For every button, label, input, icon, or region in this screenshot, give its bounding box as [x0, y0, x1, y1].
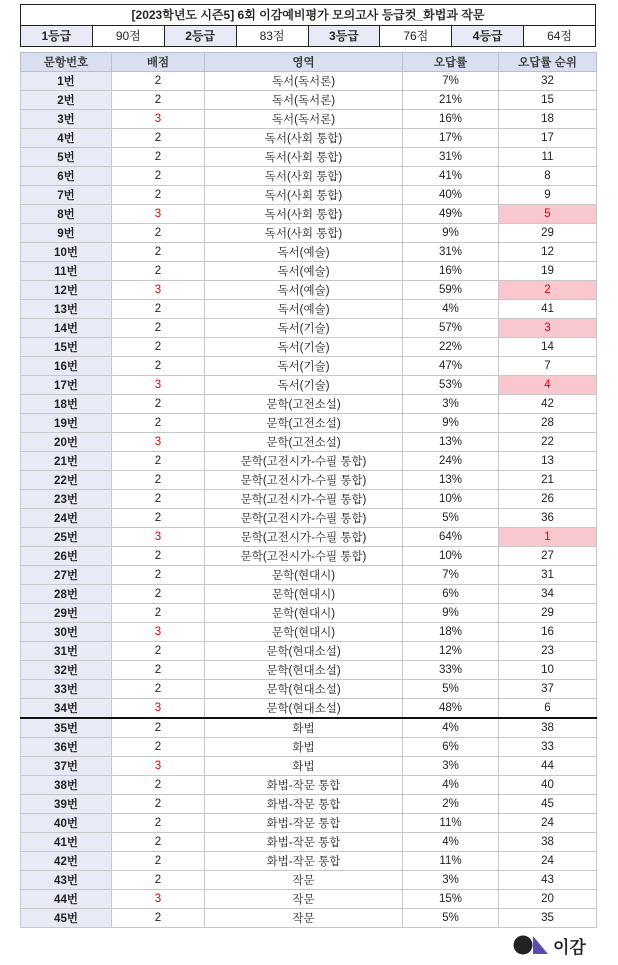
- points-cell: 2: [112, 319, 205, 338]
- wrong-rank-cell: 14: [499, 338, 597, 357]
- question-number-cell: 11번: [21, 262, 112, 281]
- table-row: [21, 452, 597, 471]
- wrong-rate-cell: 5%: [403, 909, 499, 928]
- question-number-cell: 31번: [21, 642, 112, 661]
- area-cell: 화법-작문 통합: [205, 814, 403, 833]
- wrong-rate-cell: 4%: [403, 718, 499, 738]
- question-number-cell: 41번: [21, 833, 112, 852]
- area-cell: 독서(기술): [205, 319, 403, 338]
- points-cell: 3: [112, 699, 205, 719]
- area-cell: 문학(고전시가-수필 통합): [205, 528, 403, 547]
- question-number-cell: 1번: [21, 72, 112, 91]
- table-row: [21, 167, 597, 186]
- wrong-rank-cell: 26: [499, 490, 597, 509]
- wrong-rank-cell: 34: [499, 585, 597, 604]
- points-cell: 3: [112, 623, 205, 642]
- wrong-rank-cell: 32: [499, 72, 597, 91]
- question-number-cell: 38번: [21, 776, 112, 795]
- area-cell: 작문: [205, 909, 403, 928]
- table-row: [21, 357, 597, 376]
- table-row: [21, 414, 597, 433]
- table-row: [21, 909, 597, 928]
- question-number-cell: 20번: [21, 433, 112, 452]
- points-cell: 2: [112, 72, 205, 91]
- question-number-cell: 21번: [21, 452, 112, 471]
- area-cell: 문학(현대시): [205, 585, 403, 604]
- question-number-cell: 37번: [21, 757, 112, 776]
- wrong-rank-cell: 29: [499, 604, 597, 623]
- question-number-cell: 43번: [21, 871, 112, 890]
- wrong-rank-cell: 7: [499, 357, 597, 376]
- wrong-rate-cell: 13%: [403, 433, 499, 452]
- wrong-rate-cell: 4%: [403, 300, 499, 319]
- question-number-cell: 26번: [21, 547, 112, 566]
- points-cell: 3: [112, 757, 205, 776]
- table-row: [21, 376, 597, 395]
- table-header-row: [21, 53, 597, 72]
- table-row: [21, 319, 597, 338]
- wrong-rank-cell: 24: [499, 814, 597, 833]
- page-title: [2023학년도 시즌5] 6회 이감예비평가 모의고사 등급컷_화법과 작문: [21, 5, 595, 26]
- wrong-rank-cell: 21: [499, 471, 597, 490]
- wrong-rate-cell: 7%: [403, 72, 499, 91]
- points-cell: 2: [112, 776, 205, 795]
- points-cell: 2: [112, 814, 205, 833]
- points-cell: 2: [112, 738, 205, 757]
- table-row: [21, 718, 597, 738]
- area-cell: 문학(고전시가-수필 통합): [205, 509, 403, 528]
- question-number-cell: 36번: [21, 738, 112, 757]
- wrong-rate-cell: 64%: [403, 528, 499, 547]
- wrong-rank-cell: 9: [499, 186, 597, 205]
- header-wrong-rate: 오답률: [403, 53, 499, 72]
- brand-logo: [513, 934, 586, 956]
- points-cell: 2: [112, 833, 205, 852]
- points-cell: 2: [112, 909, 205, 928]
- table-row: [21, 585, 597, 604]
- points-cell: 3: [112, 528, 205, 547]
- wrong-rate-cell: 9%: [403, 604, 499, 623]
- wrong-rank-cell: 12: [499, 243, 597, 262]
- points-cell: 3: [112, 376, 205, 395]
- wrong-rank-cell: 15: [499, 91, 597, 110]
- wrong-rate-cell: 6%: [403, 738, 499, 757]
- wrong-rank-cell: 24: [499, 852, 597, 871]
- table-row: [21, 890, 597, 909]
- table-row: [21, 757, 597, 776]
- area-cell: 화법: [205, 757, 403, 776]
- wrong-rate-cell: 3%: [403, 395, 499, 414]
- question-number-cell: 45번: [21, 909, 112, 928]
- area-cell: 문학(현대시): [205, 604, 403, 623]
- wrong-rate-cell: 53%: [403, 376, 499, 395]
- area-cell: 문학(현대소설): [205, 642, 403, 661]
- question-number-cell: 30번: [21, 623, 112, 642]
- area-cell: 화법-작문 통합: [205, 852, 403, 871]
- table-row: [21, 91, 597, 110]
- question-number-cell: 34번: [21, 699, 112, 719]
- wrong-rate-cell: 16%: [403, 110, 499, 129]
- points-cell: 2: [112, 642, 205, 661]
- question-number-cell: 28번: [21, 585, 112, 604]
- area-cell: 독서(예술): [205, 300, 403, 319]
- wrong-rank-cell: 35: [499, 909, 597, 928]
- wrong-rank-cell: 18: [499, 110, 597, 129]
- points-cell: 3: [112, 110, 205, 129]
- question-number-cell: 14번: [21, 319, 112, 338]
- question-number-cell: 6번: [21, 167, 112, 186]
- table-row: [21, 833, 597, 852]
- wrong-rank-cell: 28: [499, 414, 597, 433]
- area-cell: 독서(독서론): [205, 110, 403, 129]
- wrong-rank-cell: 17: [499, 129, 597, 148]
- table-row: [21, 814, 597, 833]
- wrong-rate-cell: 9%: [403, 414, 499, 433]
- wrong-rank-cell: 41: [499, 300, 597, 319]
- area-cell: 독서(예술): [205, 281, 403, 300]
- wrong-rank-cell: 23: [499, 642, 597, 661]
- wrong-rate-cell: 41%: [403, 167, 499, 186]
- area-cell: 문학(현대소설): [205, 680, 403, 699]
- wrong-rank-cell: 33: [499, 738, 597, 757]
- table-row: [21, 224, 597, 243]
- question-number-cell: 5번: [21, 148, 112, 167]
- area-cell: 독서(독서론): [205, 91, 403, 110]
- area-cell: 문학(고전시가-수필 통합): [205, 471, 403, 490]
- question-number-cell: 12번: [21, 281, 112, 300]
- area-cell: 문학(고전소설): [205, 395, 403, 414]
- wrong-rank-cell: 27: [499, 547, 597, 566]
- question-number-cell: 29번: [21, 604, 112, 623]
- wrong-rate-cell: 10%: [403, 547, 499, 566]
- table-row: [21, 852, 597, 871]
- area-cell: 독서(사회 통합): [205, 224, 403, 243]
- wrong-rate-cell: 21%: [403, 91, 499, 110]
- table-row: [21, 680, 597, 699]
- wrong-rate-cell: 47%: [403, 357, 499, 376]
- question-number-cell: 10번: [21, 243, 112, 262]
- wrong-rank-cell: 8: [499, 167, 597, 186]
- question-number-cell: 16번: [21, 357, 112, 376]
- wrong-rate-cell: 12%: [403, 642, 499, 661]
- wrong-rate-cell: 6%: [403, 585, 499, 604]
- question-number-cell: 3번: [21, 110, 112, 129]
- grade-cut-2: 83점: [237, 26, 309, 46]
- question-number-cell: 39번: [21, 795, 112, 814]
- table-row: [21, 281, 597, 300]
- points-cell: 2: [112, 566, 205, 585]
- area-cell: 화법: [205, 718, 403, 738]
- wrong-rate-cell: 22%: [403, 338, 499, 357]
- question-number-cell: 9번: [21, 224, 112, 243]
- points-cell: 2: [112, 718, 205, 738]
- area-cell: 문학(현대시): [205, 623, 403, 642]
- table-row: [21, 262, 597, 281]
- area-cell: 독서(예술): [205, 243, 403, 262]
- table-row: [21, 338, 597, 357]
- points-cell: 2: [112, 795, 205, 814]
- question-number-cell: 44번: [21, 890, 112, 909]
- area-cell: 문학(고전시가-수필 통합): [205, 490, 403, 509]
- wrong-rank-cell: 6: [499, 699, 597, 719]
- area-cell: 독서(기술): [205, 357, 403, 376]
- title-block: [20, 4, 596, 47]
- question-number-cell: 23번: [21, 490, 112, 509]
- wrong-rank-cell: 37: [499, 680, 597, 699]
- table-row: [21, 661, 597, 680]
- question-number-cell: 40번: [21, 814, 112, 833]
- wrong-rank-cell: 10: [499, 661, 597, 680]
- points-cell: 2: [112, 300, 205, 319]
- table-row: [21, 528, 597, 547]
- wrong-rank-cell: 22: [499, 433, 597, 452]
- table-row: [21, 604, 597, 623]
- table-body: [21, 72, 597, 928]
- table-row: [21, 509, 597, 528]
- wrong-rate-cell: 31%: [403, 243, 499, 262]
- wrong-rate-cell: 24%: [403, 452, 499, 471]
- grade-label-2: 2등급: [165, 26, 237, 46]
- area-cell: 독서(사회 통합): [205, 148, 403, 167]
- question-number-cell: 22번: [21, 471, 112, 490]
- table-row: [21, 566, 597, 585]
- wrong-rate-cell: 59%: [403, 281, 499, 300]
- area-cell: 작문: [205, 890, 403, 909]
- wrong-rate-cell: 3%: [403, 871, 499, 890]
- wrong-rank-cell: 43: [499, 871, 597, 890]
- area-cell: 독서(사회 통합): [205, 167, 403, 186]
- area-cell: 작문: [205, 871, 403, 890]
- grade-cut-1: 90점: [93, 26, 165, 46]
- question-number-cell: 4번: [21, 129, 112, 148]
- table-row: [21, 72, 597, 91]
- table-row: [21, 642, 597, 661]
- table-row: [21, 490, 597, 509]
- wrong-rate-cell: 3%: [403, 757, 499, 776]
- area-cell: 문학(현대소설): [205, 661, 403, 680]
- question-number-cell: 18번: [21, 395, 112, 414]
- wrong-rank-cell: 19: [499, 262, 597, 281]
- wrong-rank-cell: 20: [499, 890, 597, 909]
- logo-text: 이감: [553, 937, 586, 957]
- grade-cut-3: 76점: [380, 26, 452, 46]
- points-cell: 3: [112, 205, 205, 224]
- table-row: [21, 148, 597, 167]
- table-row: [21, 243, 597, 262]
- question-number-cell: 27번: [21, 566, 112, 585]
- points-cell: 2: [112, 186, 205, 205]
- table-row: [21, 129, 597, 148]
- question-number-cell: 19번: [21, 414, 112, 433]
- question-number-cell: 35번: [21, 718, 112, 738]
- points-cell: 2: [112, 471, 205, 490]
- wrong-rate-cell: 48%: [403, 699, 499, 719]
- points-cell: 2: [112, 148, 205, 167]
- points-cell: 2: [112, 395, 205, 414]
- header-question-number: 문항번호: [21, 53, 112, 72]
- table-row: [21, 623, 597, 642]
- points-cell: 2: [112, 585, 205, 604]
- points-cell: 2: [112, 243, 205, 262]
- wrong-rate-cell: 17%: [403, 129, 499, 148]
- points-cell: 2: [112, 490, 205, 509]
- wrong-rate-cell: 5%: [403, 680, 499, 699]
- area-cell: 문학(현대시): [205, 566, 403, 585]
- grade-label-3: 3등급: [309, 26, 381, 46]
- area-cell: 화법-작문 통합: [205, 776, 403, 795]
- grade-label-1: 1등급: [21, 26, 93, 46]
- area-cell: 독서(예술): [205, 262, 403, 281]
- question-number-cell: 7번: [21, 186, 112, 205]
- wrong-rate-cell: 4%: [403, 776, 499, 795]
- header-wrong-rank: 오답률 순위: [499, 53, 597, 72]
- wrong-rank-cell: 40: [499, 776, 597, 795]
- question-number-cell: 15번: [21, 338, 112, 357]
- question-number-cell: 42번: [21, 852, 112, 871]
- table-row: [21, 547, 597, 566]
- wrong-rank-cell: 11: [499, 148, 597, 167]
- table-row: [21, 776, 597, 795]
- question-number-cell: 17번: [21, 376, 112, 395]
- wrong-rate-cell: 2%: [403, 795, 499, 814]
- grade-cut-row: [21, 26, 595, 46]
- wrong-rank-cell: 3: [499, 319, 597, 338]
- area-cell: 독서(사회 통합): [205, 129, 403, 148]
- wrong-rank-cell: 38: [499, 833, 597, 852]
- question-number-cell: 13번: [21, 300, 112, 319]
- logo-mark-icon: [513, 935, 549, 955]
- area-cell: 문학(고전시가-수필 통합): [205, 547, 403, 566]
- wrong-rate-cell: 11%: [403, 852, 499, 871]
- area-cell: 독서(사회 통합): [205, 205, 403, 224]
- points-cell: 2: [112, 167, 205, 186]
- wrong-rank-cell: 44: [499, 757, 597, 776]
- points-cell: 2: [112, 661, 205, 680]
- wrong-rank-cell: 31: [499, 566, 597, 585]
- wrong-rate-cell: 10%: [403, 490, 499, 509]
- points-cell: 2: [112, 414, 205, 433]
- wrong-rate-cell: 7%: [403, 566, 499, 585]
- points-cell: 2: [112, 509, 205, 528]
- wrong-rate-cell: 18%: [403, 623, 499, 642]
- wrong-rank-cell: 36: [499, 509, 597, 528]
- question-number-cell: 2번: [21, 91, 112, 110]
- wrong-rate-cell: 16%: [403, 262, 499, 281]
- wrong-rate-cell: 5%: [403, 509, 499, 528]
- question-number-cell: 24번: [21, 509, 112, 528]
- points-cell: 2: [112, 129, 205, 148]
- area-cell: 문학(고전시가-수필 통합): [205, 452, 403, 471]
- area-cell: 독서(기술): [205, 376, 403, 395]
- points-cell: 2: [112, 224, 205, 243]
- points-cell: 2: [112, 262, 205, 281]
- points-cell: 2: [112, 680, 205, 699]
- points-cell: 2: [112, 452, 205, 471]
- wrong-rank-cell: 2: [499, 281, 597, 300]
- wrong-rate-cell: 15%: [403, 890, 499, 909]
- wrong-rank-cell: 42: [499, 395, 597, 414]
- table-row: [21, 471, 597, 490]
- points-cell: 2: [112, 871, 205, 890]
- points-cell: 3: [112, 281, 205, 300]
- wrong-rate-cell: 49%: [403, 205, 499, 224]
- area-cell: 독서(독서론): [205, 72, 403, 91]
- header-area: 영역: [205, 53, 403, 72]
- table-row: [21, 205, 597, 224]
- wrong-rank-cell: 38: [499, 718, 597, 738]
- points-cell: 2: [112, 357, 205, 376]
- table-row: [21, 300, 597, 319]
- wrong-rank-cell: 4: [499, 376, 597, 395]
- wrong-rank-cell: 29: [499, 224, 597, 243]
- area-cell: 문학(고전소설): [205, 433, 403, 452]
- area-cell: 화법-작문 통합: [205, 833, 403, 852]
- points-cell: 3: [112, 433, 205, 452]
- area-cell: 화법-작문 통합: [205, 795, 403, 814]
- points-cell: 2: [112, 604, 205, 623]
- grade-label-4: 4등급: [452, 26, 524, 46]
- wrong-rate-cell: 13%: [403, 471, 499, 490]
- header-points: 배점: [112, 53, 205, 72]
- area-cell: 독서(기술): [205, 338, 403, 357]
- question-number-cell: 32번: [21, 661, 112, 680]
- table-row: [21, 433, 597, 452]
- wrong-rank-cell: 45: [499, 795, 597, 814]
- wrong-rate-cell: 40%: [403, 186, 499, 205]
- wrong-rate-cell: 33%: [403, 661, 499, 680]
- wrong-rate-cell: 9%: [403, 224, 499, 243]
- question-number-cell: 25번: [21, 528, 112, 547]
- wrong-rank-cell: 16: [499, 623, 597, 642]
- wrong-rank-cell: 1: [499, 528, 597, 547]
- table-row: [21, 871, 597, 890]
- table-row: [21, 395, 597, 414]
- points-cell: 2: [112, 852, 205, 871]
- wrong-rate-cell: 31%: [403, 148, 499, 167]
- question-number-cell: 33번: [21, 680, 112, 699]
- wrong-rank-cell: 13: [499, 452, 597, 471]
- question-stats-table: [20, 52, 597, 928]
- area-cell: 문학(고전소설): [205, 414, 403, 433]
- table-row: [21, 738, 597, 757]
- question-number-cell: 8번: [21, 205, 112, 224]
- table-row: [21, 795, 597, 814]
- area-cell: 문학(현대소설): [205, 699, 403, 719]
- wrong-rate-cell: 11%: [403, 814, 499, 833]
- points-cell: 2: [112, 91, 205, 110]
- table-row: [21, 186, 597, 205]
- wrong-rank-cell: 5: [499, 205, 597, 224]
- wrong-rate-cell: 4%: [403, 833, 499, 852]
- points-cell: 2: [112, 547, 205, 566]
- points-cell: 2: [112, 338, 205, 357]
- grade-cut-4: 64점: [547, 29, 573, 43]
- points-cell: 3: [112, 890, 205, 909]
- area-cell: 독서(사회 통합): [205, 186, 403, 205]
- table-row: [21, 699, 597, 719]
- area-cell: 화법: [205, 738, 403, 757]
- table-row: [21, 110, 597, 129]
- wrong-rate-cell: 57%: [403, 319, 499, 338]
